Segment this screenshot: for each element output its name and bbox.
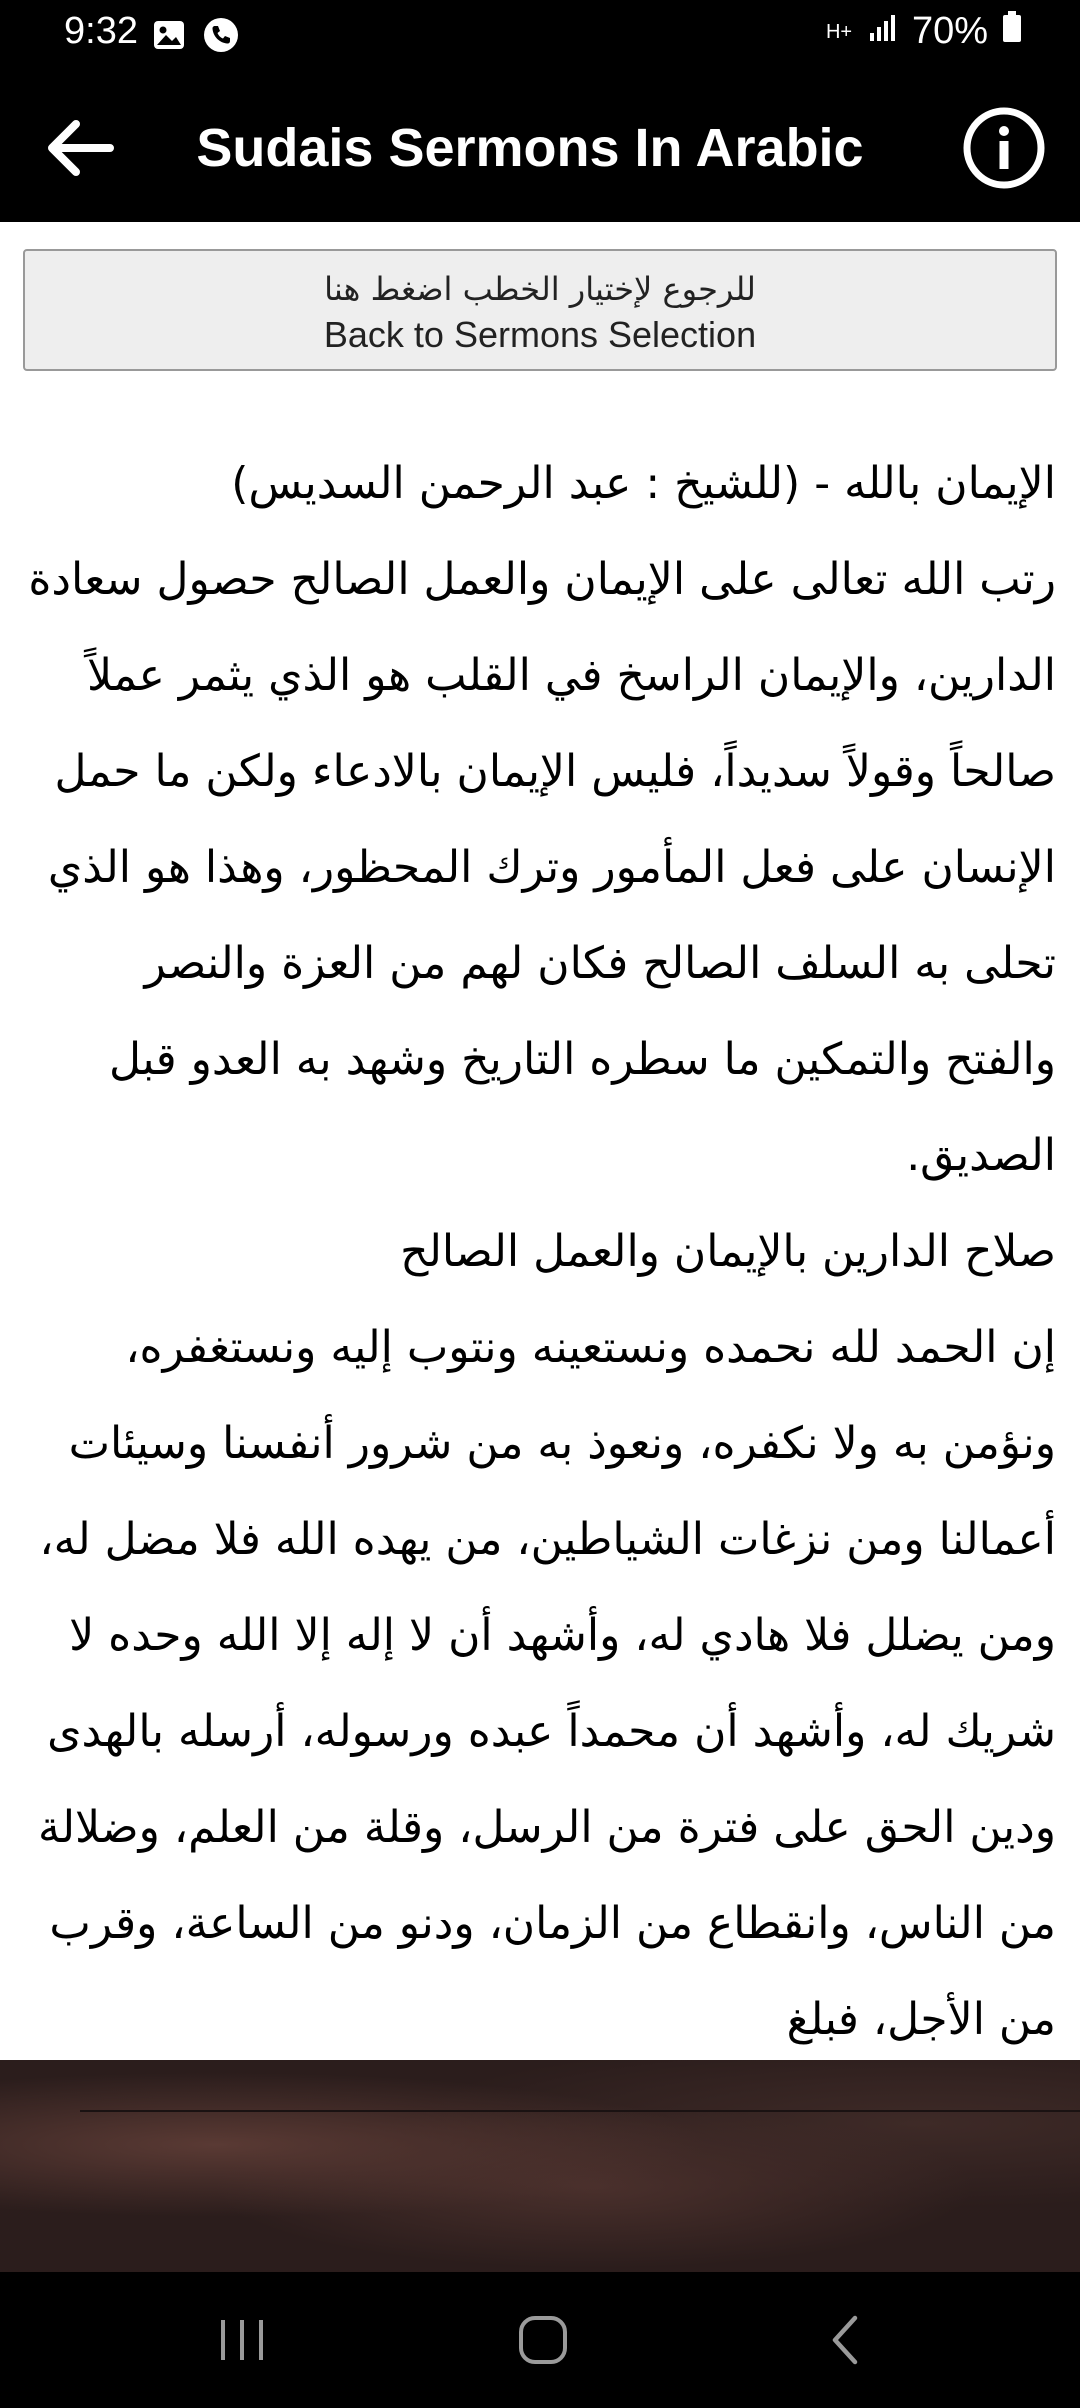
call-notification-icon [202,18,240,52]
ad-banner[interactable] [0,2060,1080,2272]
status-system-icons [826,10,1022,53]
status-bar [0,0,1080,72]
status-notification-icons [150,18,240,52]
status-time: 9:32 [64,10,138,52]
sermon-body: إن الحمد لله نحمده ونستعينه ونتوب إليه ونستغفره، ونؤمن به ولا نكفره، ونعوذ به من شرور أنفسنا وسيئات أعمالنا ومن نزغات الشياطين، من يهده الله فلا مضل له، ومن يضلل فلا هادي له، وأشهد أن لا إله إلا الله وحده لا شريك له، وأشهد أن محمداً عبده ورسوله، أرسله بالهدى ودين الحق على فترة من الرسل، وقلة من العلم، وضلالة من الناس، وانقطاع من الزمان، ودنو من الساعة، وقرب من الأجل، فبلغ [38,1322,1056,2045]
nav-back-button[interactable] [784,2300,904,2380]
info-button[interactable] [958,102,1050,194]
home-icon [517,2314,569,2366]
sermon-subtitle: صلاح الدارين بالإيمان والعمل الصالح [400,1226,1056,1277]
nav-home-button[interactable] [483,2300,603,2380]
sermon-text[interactable] [28,436,1056,2060]
sermon-summary: رتب الله تعالى على الإيمان والعمل الصالح حصول سعادة الدارين، والإيمان الراسخ في القلب هو الذي يثمر عملاً صالحاً وقولاً سديداً، فليس الإيمان بالادعاء ولكن ما حمل الإنسان على فعل المأمور وترك المحظور، وهذا هو الذي تحلى به السلف الصالح فكان لهم من العزة والنصر والفتح والتمكين ما سطره التاريخ وشهد به العدو قبل الصديق. [28,554,1056,1181]
battery-icon [1002,10,1022,53]
back-to-sermons-button[interactable] [23,249,1057,371]
app-bar [0,72,1080,222]
nav-recents-button[interactable] [182,2300,302,2380]
signal-icon [868,10,898,53]
recents-icon [217,2317,267,2363]
ad-divider [80,2110,1080,2112]
nav-back-icon [827,2314,861,2366]
info-circle-icon [962,106,1046,190]
network-type-icon [826,22,854,42]
back-to-sermons-arabic-label: للرجوع لإختيار الخطب اضغط هنا [324,270,756,308]
system-nav-bar [0,2272,1080,2408]
gallery-notification-icon [150,18,188,52]
back-button[interactable] [36,105,122,191]
app-title: Sudais Sermons In Arabic [196,118,864,178]
back-to-sermons-english-label: Back to Sermons Selection [323,314,757,355]
sermon-title: الإيمان بالله - (للشيخ : عبد الرحمن السديس) [231,458,1056,509]
battery-percent: 70% [911,10,988,52]
arrow-left-icon [44,118,114,178]
network-type-label: H+ [825,20,853,43]
